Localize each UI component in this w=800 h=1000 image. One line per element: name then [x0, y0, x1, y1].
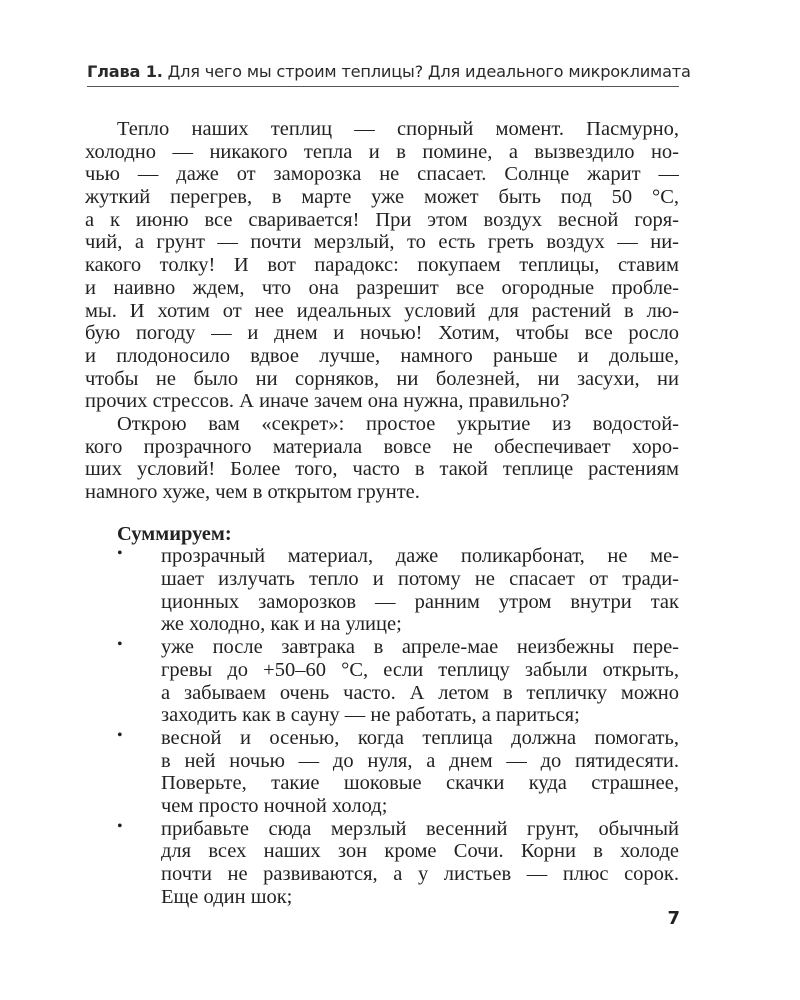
text-line: уже после завтрака в апреле-мае неизбежны пере- [161, 636, 679, 659]
chapter-title: Для чего мы строим теплицы? Для идеального микроклимата [167, 62, 691, 81]
list-item [117, 727, 679, 818]
text-line: Тепло наших теплиц — спорный момент. Пасмурно, [117, 118, 679, 140]
summary-heading: Суммируем: [117, 522, 232, 545]
text-line: гревы до +50–60 °С, если теплицу забыли открыть, [161, 658, 679, 681]
text-line: а к июню все сваривается! При этом воздух весной горя- [85, 208, 679, 231]
text-line: шает излучать тепло и потому не спасает от тради- [161, 568, 679, 591]
text-line: чью — даже от заморозка не спасает. Солнце жарит — [85, 163, 679, 186]
text-line: намного хуже, чем в открытом грунте. [85, 481, 420, 503]
text-line: кого прозрачного материала вовсе не обеспечивает хоро- [85, 435, 679, 458]
text-line: и плодоносило вдвое лучше, намного раньше и дольше, [85, 344, 679, 367]
text-line: в ней ночью — до нуля, а днем — до пятидесяти. [161, 749, 679, 772]
text-line: чий, а грунт — почти мерзлый, то есть греть воздух — ни- [85, 231, 679, 254]
chapter-label: Глава 1. [87, 62, 163, 81]
text-line: чем просто ночной холод; [161, 794, 388, 817]
text-line: Еще один шок; [161, 885, 293, 908]
text-line: Поверьте, такие шоковые скачки куда страшнее, [161, 772, 679, 795]
bullet-icon: • [117, 636, 123, 654]
text-line: и наивно ждем, что она разрешит все огородные пробле- [85, 276, 679, 299]
text-line: бую погоду — и днем и ночью! Хотим, чтобы все росло [85, 322, 679, 345]
text-line: Открою вам «секрет»: простое укрытие из водостой- [117, 412, 679, 435]
text-line: прозрачный материал, даже поликарбонат, не ме- [161, 545, 679, 568]
text-line: для всех наших зон кроме Сочи. Корни в холоде [161, 840, 679, 863]
list-item [117, 636, 679, 727]
text-line: холодно — никакого тепла и в помине, а вызвездило но- [85, 140, 679, 163]
text-line: чтобы не было ни сорняков, ни болезней, ни засухи, ни [85, 367, 679, 390]
text-line: мы. И хотим от нее идеальных условий для растений в лю- [85, 299, 679, 322]
list-item [117, 545, 679, 636]
bullet-list [117, 545, 679, 908]
page-body [85, 118, 679, 908]
text-line: ционных заморозков — ранним утром внутри так [161, 590, 679, 613]
text-line: весной и осенью, когда теплица должна помогать, [161, 726, 679, 749]
bullet-icon: • [117, 817, 123, 835]
paragraph-1 [85, 118, 679, 413]
text-line: прочих стрессов. А иначе зачем она нужна, правильно? [85, 390, 570, 413]
text-line: прибавьте сюда мерзлый весенний грунт, обычный [161, 817, 679, 840]
paragraph-2 [85, 412, 679, 504]
bullet-icon: • [117, 545, 123, 563]
running-header [87, 60, 691, 84]
text-line: почти не развиваются, а у листьев — плюс сорок. [161, 863, 679, 885]
list-item [117, 818, 679, 909]
text-line: же холодно, как и на улице; [161, 613, 402, 636]
page-number: 7 [667, 908, 680, 929]
header-rule [87, 86, 679, 87]
section-gap [117, 504, 679, 523]
text-line: жуткий перегрев, в марте уже может быть под 50 °С, [85, 186, 679, 209]
text-line: заходить как в сауну — не работать, а париться; [161, 704, 580, 727]
text-line: ших условий! Более того, часто в такой теплице растениям [85, 458, 679, 481]
text-line: какого толку! И вот парадокс: покупаем теплицы, ставим [85, 254, 679, 277]
bullet-icon: • [117, 726, 123, 744]
text-line: а забываем очень часто. А летом в тепличку можно [161, 681, 679, 704]
